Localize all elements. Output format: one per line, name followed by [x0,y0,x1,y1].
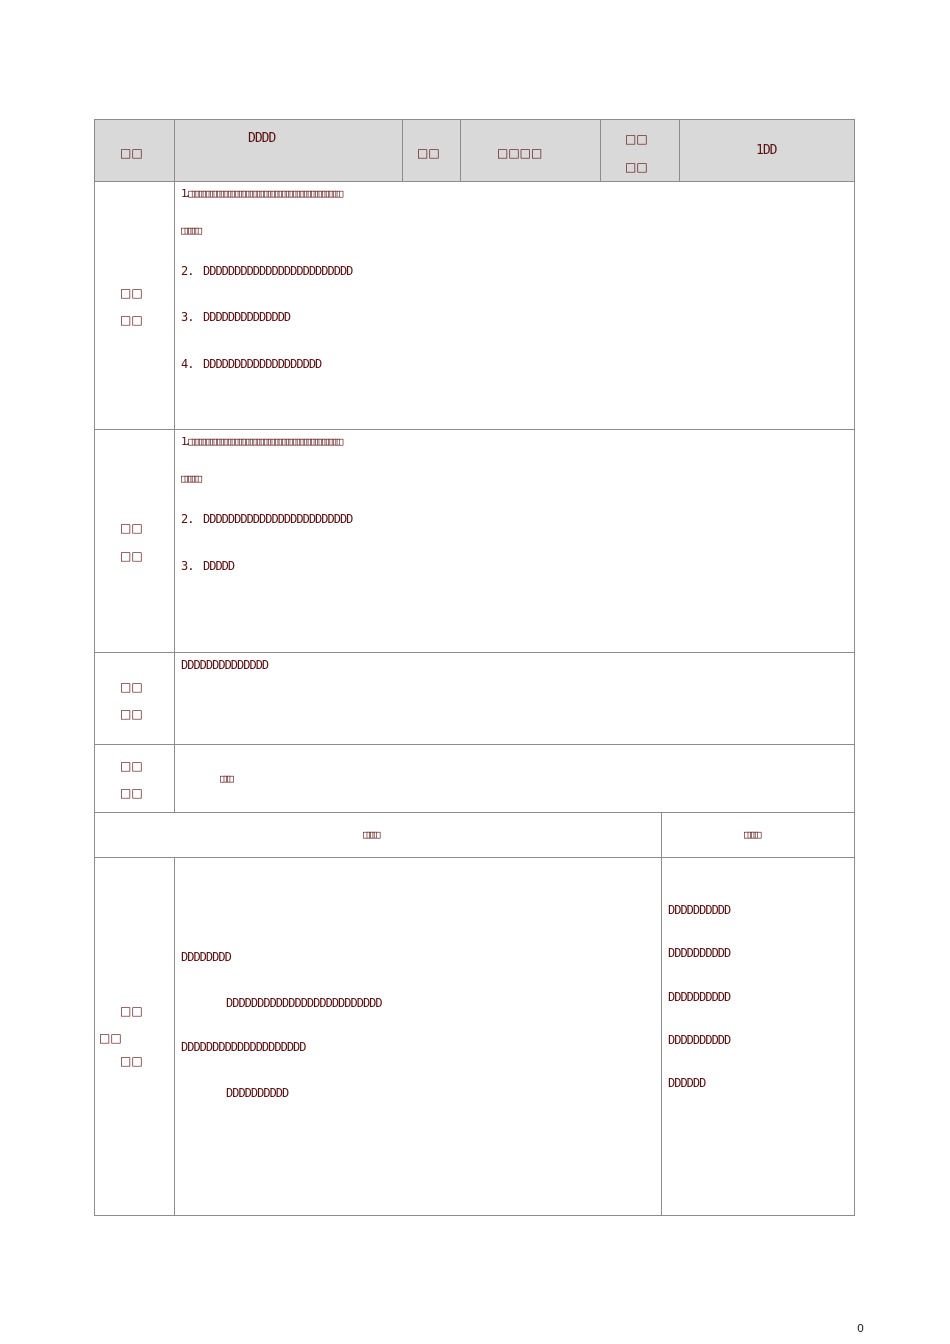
body-line: DDDDDDDDDDDDDDDDDDDD [181,1040,306,1054]
row-divider [95,857,855,858]
lesson-title: DDDD [248,131,276,146]
list-item: 1.□□□□□□□□□□□□□□□□□□□□□□□□□□□□□□□□□□□□□□□□□□ [181,187,341,200]
label-column-divider [174,119,175,813]
column-header: □□□□ [363,828,378,841]
note-line: DDDDDDDDDD [668,990,731,1004]
section-label: □□ [120,1004,143,1018]
note-line: DDDDDD [668,1076,706,1090]
header-label: □□ [120,146,143,160]
header-cell-divider [600,119,601,181]
list-number: 3. [181,559,194,573]
list-item: DDDDD [203,559,235,573]
section-label: □□ [120,786,143,800]
section-label: □□ [120,1054,143,1068]
note-line: DDDDDDDDDD [668,946,731,960]
list-item: DDDDDDDDDDDDDDDDDDDDDDDD [203,512,353,526]
label-column-divider [174,857,175,1216]
section-label: □□ [120,707,143,721]
list-item: □□□□□ [181,472,200,485]
header-cell-divider [679,119,680,181]
header-cell-divider [460,119,461,181]
table-border-right [854,119,855,1216]
body-line: DDDDDDDD [181,950,231,964]
table-border-bottom [95,1215,855,1216]
body-line: DDDDDDDDDD [226,1086,289,1100]
section-label: □□ [120,549,143,563]
section-label: □□ [120,521,143,535]
list-number: 2. [181,512,194,526]
section-label: □□ [120,759,143,773]
list-item: DDDDDDDDDDDDDDDDDDD [203,357,322,371]
table-border-top [95,119,855,120]
list-number: 2. [181,264,194,278]
column-header: □□□□ [744,828,759,841]
section-label: □□ [99,1031,122,1045]
row-divider [95,429,855,430]
row-divider [95,744,855,745]
table-border-left [94,119,95,1216]
list-item: DDDDDDDDDDDDDD [203,310,291,324]
note-line: DDDDDDDDDD [668,903,731,917]
header-label: □□□□ [497,146,543,160]
header-label: □□ [417,146,440,160]
header-label: □□ [625,132,648,146]
section-text: DDDDDDDDDDDDDD [181,658,269,672]
header-value: 1DD [756,143,777,158]
section-text: □□□ [220,772,231,785]
section-label: □□ [120,680,143,694]
list-item: 1.□□□□□□□□□□□□□□□□□□□□□□□□□□□□□□□□□□□□□□□□□□ [181,435,341,448]
list-number: 3. [181,310,194,324]
body-line: DDDDDDDDDDDDDDDDDDDDDDDDD [226,996,382,1010]
row-divider [95,181,855,182]
header-cell-divider [402,119,403,181]
row-divider [95,812,855,813]
page-number: 0 [857,1322,864,1335]
list-item: DDDDDDDDDDDDDDDDDDDDDDDD [203,264,353,278]
note-line: DDDDDDDDDD [668,1033,731,1047]
row-divider [95,652,855,653]
list-number: 4. [181,357,194,371]
header-row [95,119,855,181]
list-item: □□□□□ [181,224,200,237]
section-label: □□ [120,313,143,327]
header-label: □□ [625,160,648,174]
notes-column-divider [661,812,662,1216]
section-label: □□ [120,286,143,300]
